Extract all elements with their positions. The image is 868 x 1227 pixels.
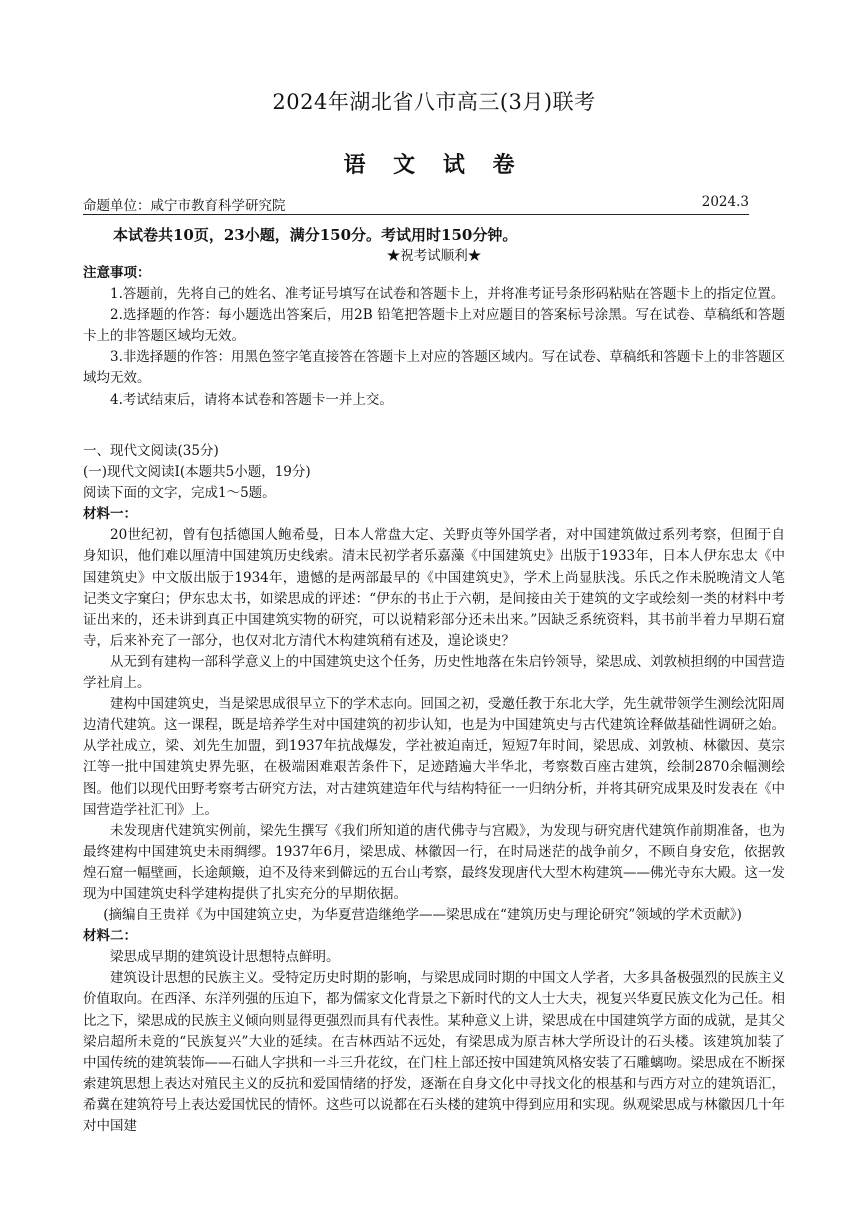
- material-1-paragraph: 从无到有建构一部科学意义上的中国建筑史这个任务，历史性地落在朱启钤领导，梁思成、刘敦桢担纲的中国营造学社肩上。: [83, 653, 785, 692]
- material-1-paragraph: 20世纪初，曾有包括德国人鲍希曼，日本人常盘大定、关野贞等外国学者，对中国建筑做过系列考察，但囿于自身知识，他们难以厘清中国建筑历史线索。清末民初学者乐嘉藻《中国建筑史》出版于1933年，日本人伊东忠太《中国建筑史》中文版出版于1934年，遗憾的是两部最早的《中国建筑史》，学术上尚显肤浅。乐氏之作未脱晚清文人笔记类文字窠臼；伊东忠太书，如梁思成的评述：“伊东的书止于六朝，是间接由关于建筑的文字或绘刻一类的材料中考证出来的，还未讲到真正中国建筑实物的研究，可以说精彩部分还未出来。”因缺乏系统资料，其书前半着力早期石窟寺，后来补充了一部分，也仅对北方清代木构建筑稍有述及，遑论谈史？: [83, 527, 785, 649]
- section-title: 一、现代文阅读(35分): [83, 443, 219, 459]
- exam-summary: 本试卷共10页，23小题，满分150分。考试用时150分钟。: [113, 226, 518, 244]
- note-item: 4.考试结束后，请将本试卷和答题卡一并上交。: [110, 391, 393, 408]
- material-1-paragraph: 未发现唐代建筑实例前，梁先生撰写《我们所知道的唐代佛寺与宫殿》，为发现与研究唐代建筑作前期准备，也为最终建构中国建筑史未雨绸缪。1937年6月，梁思成、林徽因一行，在时局迷茫的战争前夕，不顾自身安危，依据敦煌石窟一幅壁画，长途颠簸，迫不及待来到僻远的五台山考察，最终发现唐代大型木构建筑——佛光寺东大殿。这一发现为中国建筑史科学建构提供了扎实充分的早期依据。: [83, 822, 785, 902]
- note-item: 2.选择题的作答：每小题选出答案后，用2B 铅笔把答题卡上对应题目的答案标号涂黑。写在试卷、草稿纸和答题卡上的非答题区域均无效。: [83, 307, 785, 345]
- material-2-heading: 材料二：: [83, 928, 137, 945]
- material-1-heading: 材料一：: [83, 506, 137, 523]
- note-item: 1.答题前，先将自己的姓名、准考证号填写在试卷和答题卡上，并将准考证号条形码粘贴在答题卡上的指定位置。: [110, 286, 785, 303]
- material-2-paragraph: 梁思成早期的建筑设计思想特点鲜明。: [110, 949, 340, 966]
- notes-section: [83, 263, 785, 411]
- note-item: 3.非选择题的作答：用黑色签字笔直接答在答题卡上对应的答题区域内。写在试卷、草稿纸和答题卡上的非答题区域均无效。: [83, 349, 785, 387]
- material-1-citation: (摘编自王贵祥《为中国建筑立史，为华夏营造继绝学——梁思成在“建筑历史与理论研究”领域的学术贡献》): [103, 907, 742, 924]
- exam-title: 2024年湖北省八市高三(3月)联考: [272, 90, 596, 114]
- material-1-paragraph: 建构中国建筑史，当是梁思成很早立下的学术志向。回国之初，受邀任教于东北大学，先生就带领学生测绘沈阳周边清代建筑。这一课程，既是培养学生对中国建筑的初步认知，也是为中国建筑史与古代建筑诠释做基础性调研之始。从学社成立，梁、刘先生加盟，到1937年抗战爆发，学社被迫南迁，短短7年时间，梁思成、刘敦桢、林徽因、莫宗江等一批中国建筑史界先驱，在极端困难艰苦条件下，足迹踏遍大半华北，考察数百座古建筑，绘制2870余幅测绘图。他们以现代田野考察考古研究方法，对古建筑建造年代与结构特征一一归纳分析，并将其研究成果及时发表在《中国营造学社汇刊》上。: [83, 696, 785, 818]
- good-luck-line: ★祝考试顺利★: [386, 248, 482, 264]
- notes-heading: 注意事项：: [83, 265, 151, 281]
- subject-title: 语 文 试 卷: [343, 152, 525, 178]
- section-subtitle: (一)现代文阅读Ⅰ(本题共5小题，19分): [83, 464, 311, 481]
- setter-row: [83, 194, 749, 215]
- reading-section: [83, 441, 785, 1137]
- exam-date: 2024.3: [701, 194, 749, 210]
- material-2-paragraph: 建筑设计思想的民族主义。受特定历史时期的影响，与梁思成同时期的中国文人学者，大多具备极强烈的民族主义价值取向。在西泽、东洋列强的压迫下，都为儒家文化背景之下新时代的文人士大夫，视复兴华夏民族文化为己任。相比之下，梁思成的民族主义倾向则显得更强烈而具有代表性。某种意义上讲，梁思成在中国建筑学方面的成就，是其父梁启超所未竟的“民族复兴”大业的延续。在吉林西站不远处，有梁思成为原吉林大学所设计的石头楼。该建筑加装了中国传统的建筑装饰——石础人字拱和一斗三升花纹，在门柱上部还按中国建筑风格安装了石雕螭吻。梁思成在不断探索建筑思想上表达对殖民主义的反抗和爱国情绪的抒发，逐渐在自身文化中寻找文化的根基和与西方对立的建筑语汇，希冀在建筑符号上表达爱国忧民的情怀。这些可以说都在石头楼的建筑中得到应用和实现。纵观梁思成与林徽因几十年对中国建: [83, 970, 785, 1134]
- setter-unit: 命题单位：咸宁市教育科学研究院: [83, 198, 286, 214]
- section-instruction: 阅读下面的文字，完成1～5题。: [83, 485, 276, 502]
